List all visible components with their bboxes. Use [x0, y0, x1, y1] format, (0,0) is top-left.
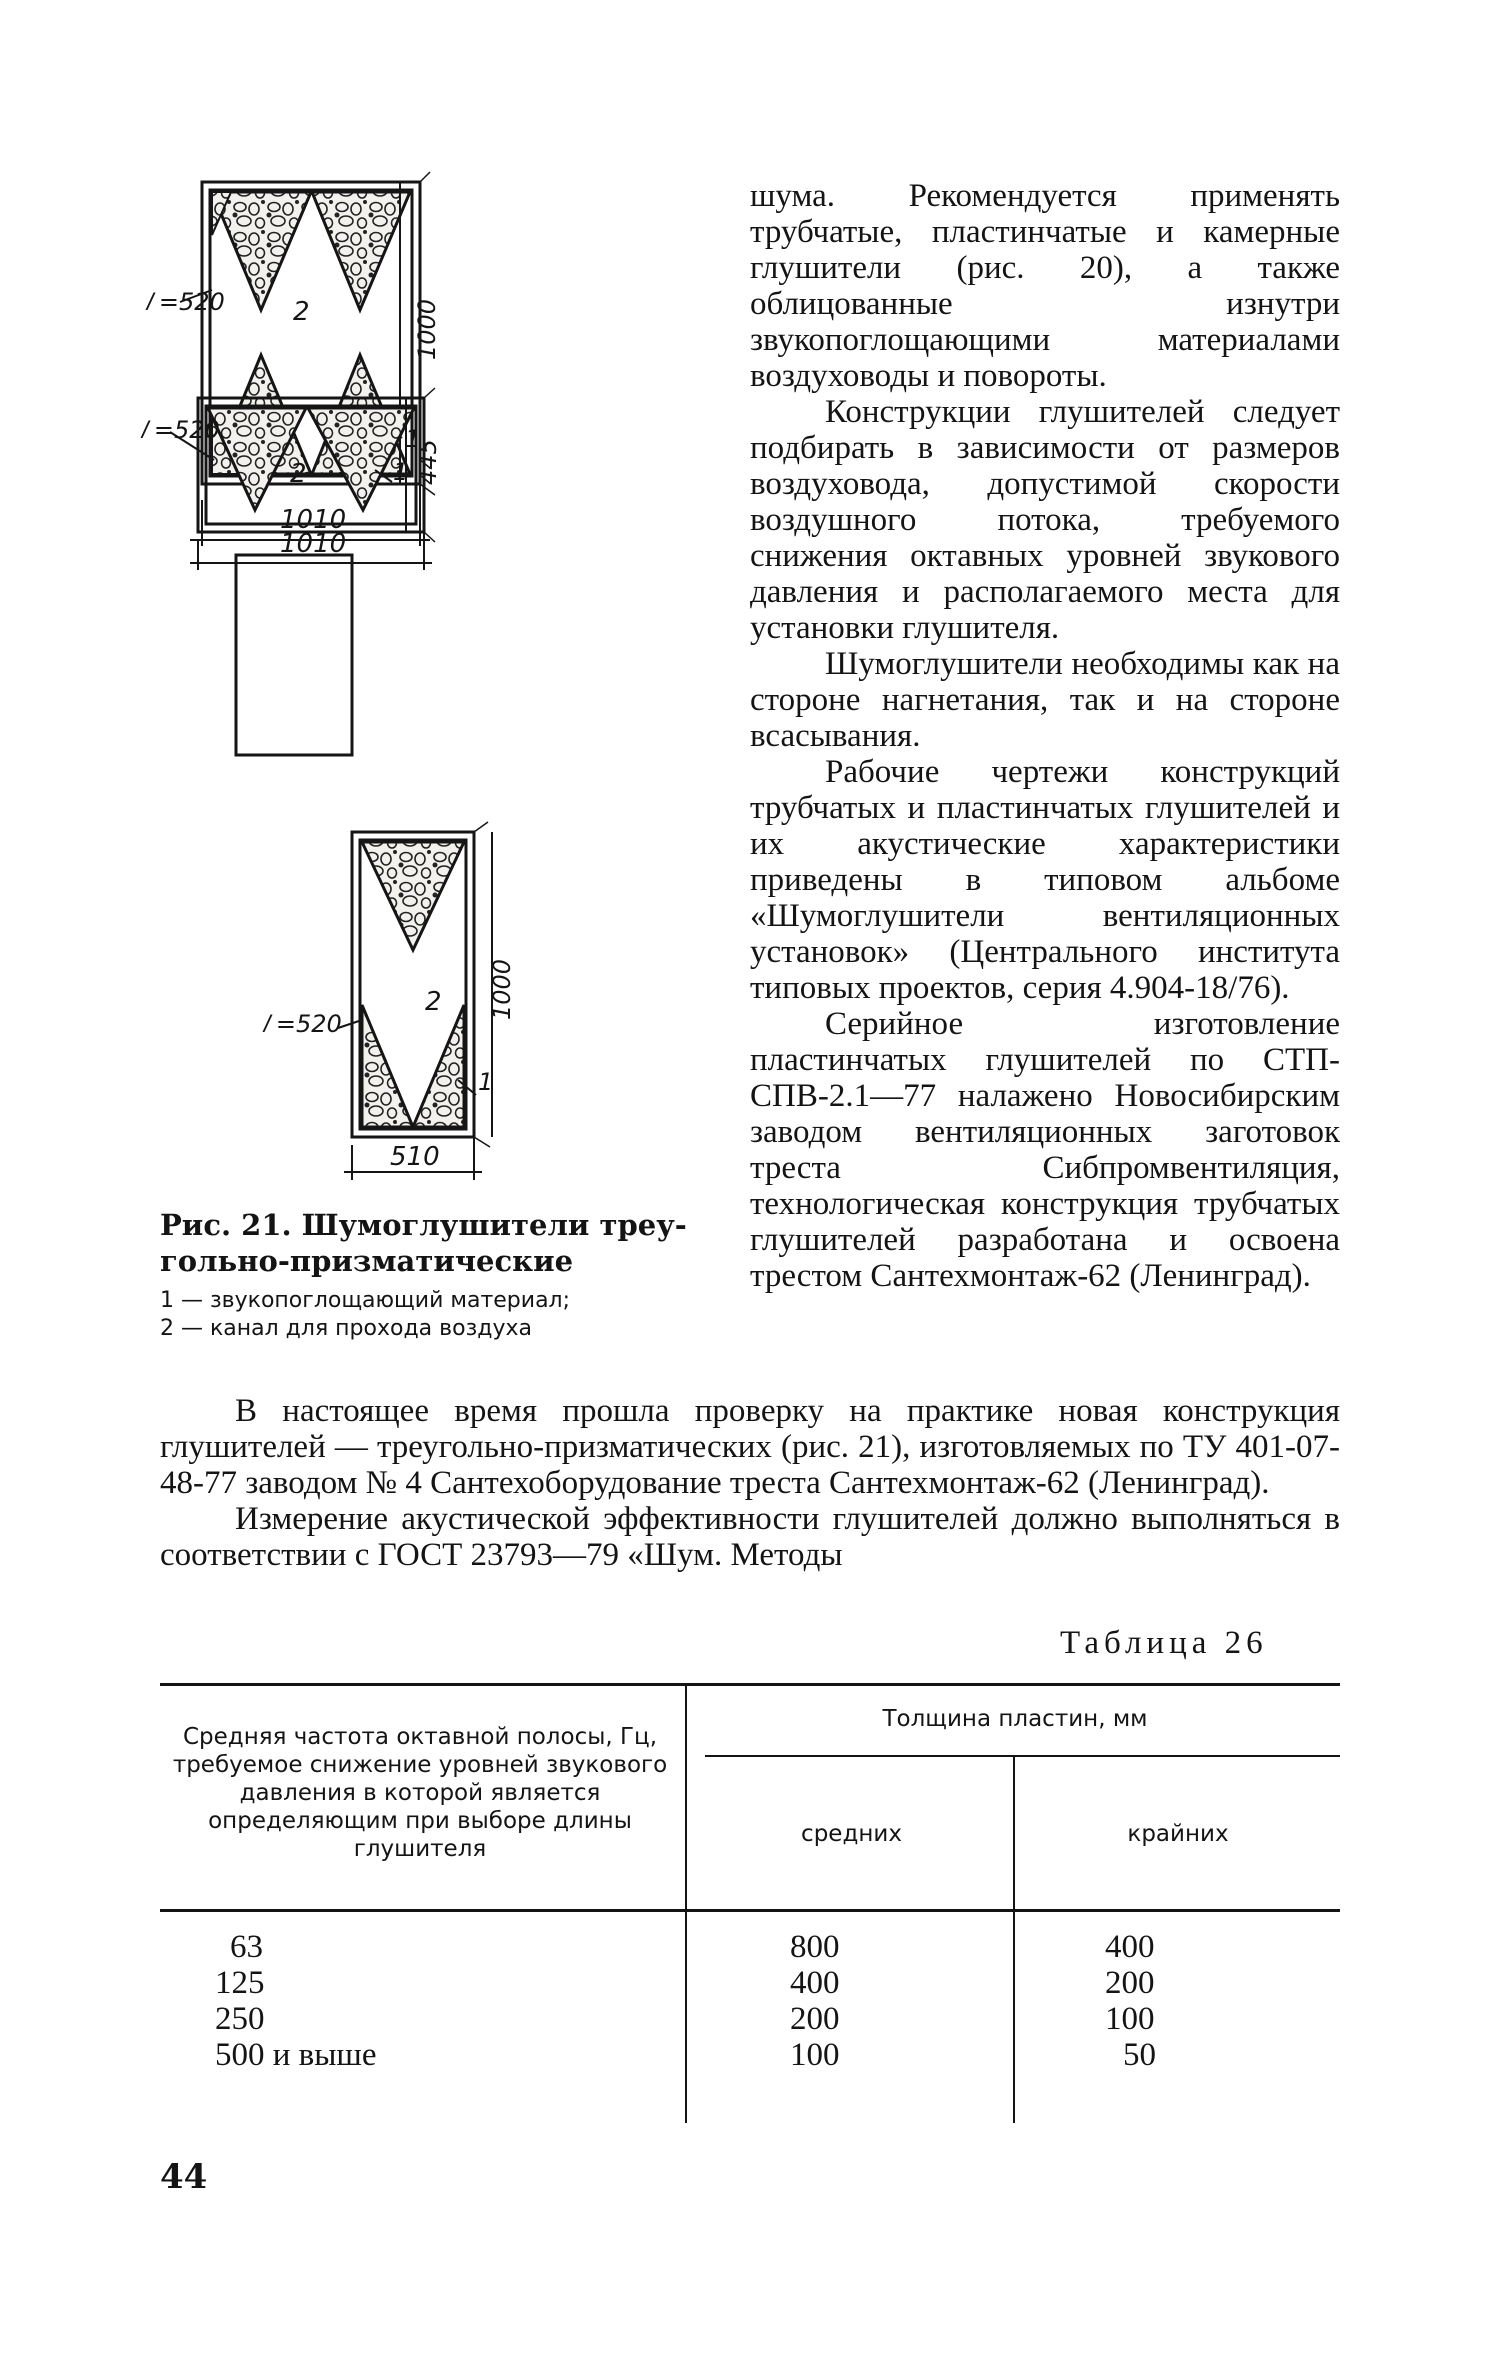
- fig-a-label-h: 1000: [413, 298, 441, 360]
- fig-c-label-2: 2: [425, 987, 442, 1017]
- table-group-rule: [705, 1755, 1340, 1757]
- table-26: [160, 1683, 1340, 2123]
- figure-a: [180, 172, 435, 546]
- cell-frequency: 125: [215, 1965, 265, 2001]
- paragraph-4: Рабочие чертежи конструкций трубчатых и пластинчатых глушителей и их акустические характеристики приведены в типовом альбоме «Шумоглушители вентиляционных установок» (Центрального института типовых проектов, серия 4.904-18/76).: [750, 754, 1340, 1006]
- cell-frequency: 63: [230, 1929, 263, 1965]
- paragraph-1: шума. Рекомендуется применять трубчатые, пластинчатые и камерные глушители (рис. 20), а также облицованные изнутри звукопоглощающими материалами воздуховоды и повороты.: [750, 178, 1340, 394]
- figure-c: [236, 555, 352, 755]
- caption-legend: [160, 1287, 690, 1343]
- fig-a-label-1: 1: [405, 425, 421, 453]
- paragraph-7: Измерение акустической эффективности глушителей должно выполняться в соответствии с ГОСТ 23793—79 «Шум. Методы: [160, 1501, 1340, 1573]
- header-frequency: Средняя частота октавной полосы, Гц, требуемое снижение уровней звукового давления в которой является определяющим при выборе длины глушителя: [172, 1724, 668, 1862]
- fig-c-label-w: 510: [390, 1142, 440, 1172]
- fig-b-label-w: 1010: [280, 529, 347, 559]
- cell-edge: 200: [1105, 1965, 1155, 2001]
- cell-edge: 400: [1105, 1929, 1155, 1965]
- fig-c-label-h: 1000: [488, 958, 516, 1020]
- table-header-rule: [160, 1909, 1340, 1912]
- cell-middle: 800: [790, 1929, 840, 1965]
- fig-c-label-1: 1: [478, 1068, 494, 1096]
- paragraph-3: Шумоглушители необходимы как на стороне нагнетания, так и на стороне всасывания.: [750, 646, 1340, 754]
- paragraph-5: Серийное изготовление пластинчатых глушителей по СТП-СПВ-2.1—77 налажено Новосибирским заводом вентиляционных заготовок треста Сибпромвентиляция, технологическая конструкция трубчатых глушителей разработана и освоена трестом Сантехмонтаж-62 (Ленинград).: [750, 1006, 1340, 1294]
- cell-edge: 50: [1123, 2037, 1156, 2073]
- header-plate-thickness: Толщина пластин, мм: [882, 1706, 1148, 1732]
- cell-frequency: 250: [215, 2001, 265, 2037]
- paragraph-2: Конструкции глушителей следует подбирать в зависимости от размеров воздуховода, допустимой скорости воздушного потока, требуемого снижения октавных уровней звукового давления и располагаемого места для установки глушителя.: [750, 394, 1340, 646]
- fig-b-label-l: 𝑙 =520: [140, 416, 220, 444]
- fig-c-label-l: 𝑙 =520: [262, 1010, 342, 1038]
- table-vrule-1: [685, 1683, 687, 2123]
- fig-a-label-l: 𝑙 =520: [145, 288, 225, 316]
- fig-b-label-1: 1: [393, 458, 409, 486]
- fig-b-label-h: 445: [414, 439, 442, 485]
- cell-frequency: 500 и выше: [215, 2037, 377, 2073]
- table-top-rule: [160, 1683, 1340, 1686]
- cell-middle: 100: [790, 2037, 840, 2073]
- figure-caption: [160, 1207, 690, 1343]
- fig-b-label-2: 2: [290, 459, 307, 489]
- cell-edge: 100: [1105, 2001, 1155, 2037]
- caption-title-line1: Рис. 21. Шумоглушители треу-: [160, 1208, 687, 1242]
- legend-item-1: 1 — звукопоглощающий материал;: [160, 1288, 571, 1313]
- paragraph-6: В настоящее время прошла проверку на практике новая конструкция глушителей — треугольно-призматических (рис. 21), изготовляемых по ТУ 401-07-48-77 заводом № 4 Сантехоборудование треста Сантехмонтаж-62 (Ленинград).: [160, 1393, 1340, 1501]
- caption-title-line2: гольно-призматические: [160, 1244, 574, 1278]
- figure-c-l-label: [260, 1000, 370, 1050]
- table-label: Таблица 26: [1060, 1625, 1268, 1661]
- cell-middle: 200: [790, 2001, 840, 2037]
- table-vrule-2: [1013, 1757, 1015, 2123]
- fig-a-label-2: 2: [293, 297, 310, 327]
- full-width-text: [160, 1393, 1340, 1573]
- right-column-text: [750, 178, 1340, 1294]
- fig-a-label-w: 1010: [280, 505, 347, 535]
- cell-middle: 400: [790, 1965, 840, 2001]
- header-edge: крайних: [1127, 1821, 1229, 1847]
- page-number: 44: [160, 2157, 208, 2197]
- header-middle: средних: [801, 1821, 902, 1847]
- legend-item-2: 2 — канал для прохода воздуха: [160, 1316, 533, 1341]
